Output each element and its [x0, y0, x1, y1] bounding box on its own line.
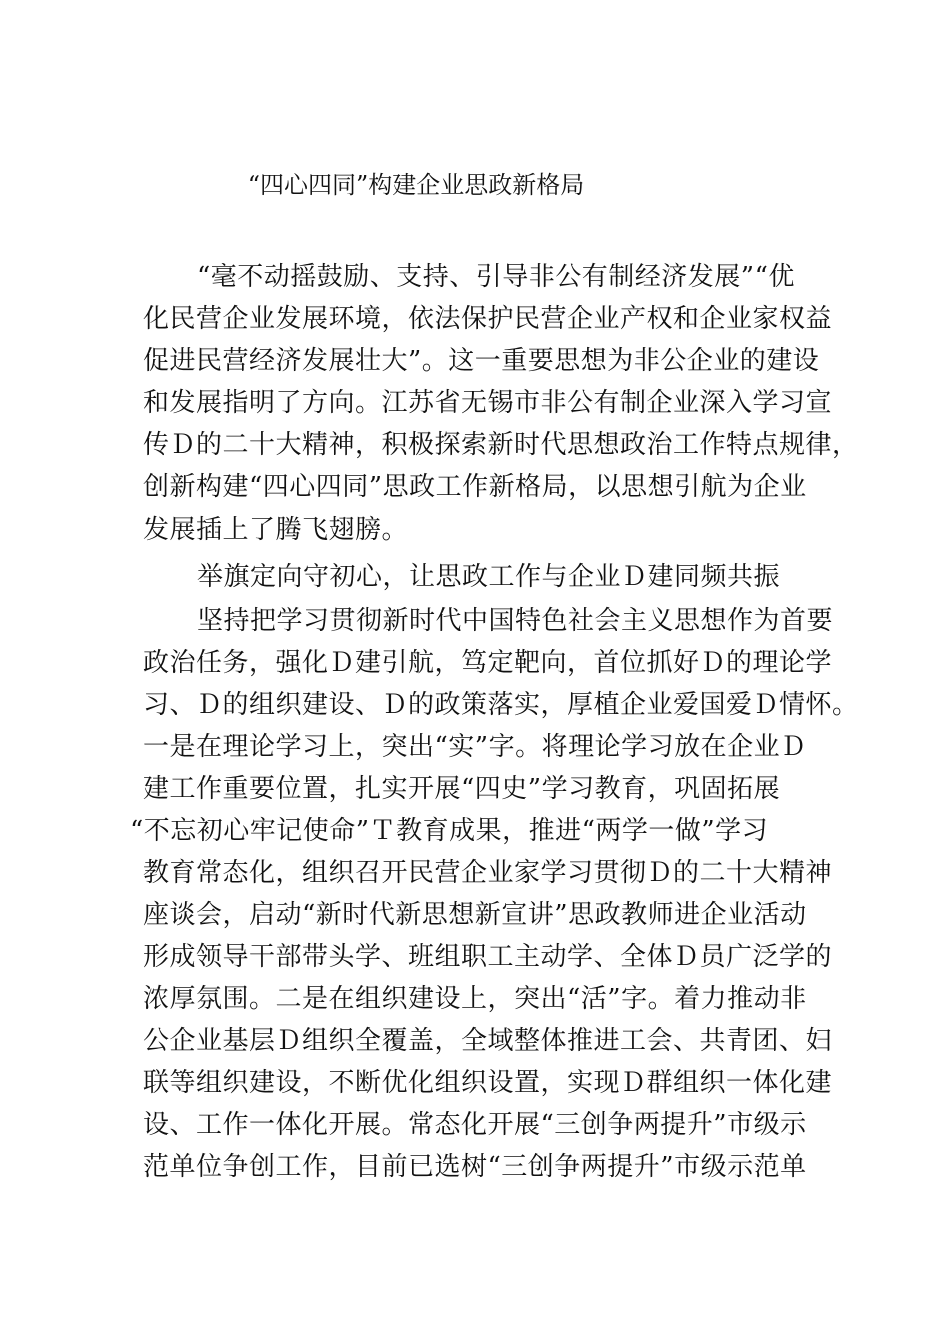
paragraph-line: 范单位争创工作，目前已选树“三创争两提升”市级示范单 [143, 1152, 807, 1182]
paragraph-line: 座谈会，启动“新时代新思想新宣讲”思政教师进企业活动 [143, 900, 807, 930]
paragraph-line: 形成领导干部带头学、班组职工主动学、全体Ｄ员广泛学的 [143, 942, 833, 972]
paragraph-line: 公企业基层Ｄ组织全覆盖，全域整体推进工会、共青团、妇 [143, 1026, 833, 1056]
paragraph-line: 联等组织建设，不断优化组织设置，实现Ｄ群组织一体化建 [143, 1068, 833, 1098]
paragraph-line: 促进民营经济发展壮大”。这一重要思想为非公企业的建设 [143, 346, 820, 376]
paragraph-line: 传Ｄ的二十大精神，积极探索新时代思想政治工作特点规律， [143, 430, 859, 460]
paragraph-line: 习、Ｄ的组织建设、Ｄ的政策落实，厚植企业爱国爱Ｄ情怀。 [143, 690, 859, 720]
paragraph-line: 坚持把学习贯彻新时代中国特色社会主义思想作为首要 [197, 606, 834, 636]
paragraph-line: 浓厚氛围。二是在组织建设上，突出“活”字。着力推动非 [143, 984, 807, 1014]
page-title: “四心四同”构建企业思政新格局 [247, 171, 585, 199]
paragraph-line: 一是在理论学习上，突出“实”字。将理论学习放在企业Ｄ [143, 732, 807, 762]
section-heading: 举旗定向守初心，让思政工作与企业Ｄ建同频共振 [197, 562, 781, 592]
paragraph-line: 发展插上了腾飞翅膀。 [143, 515, 409, 545]
paragraph-line: 建工作重要位置，扎实开展“四史”学习教育，巩固拓展 [143, 774, 781, 804]
paragraph-line: 设、工作一体化开展。常态化开展“三创争两提升”市级示 [143, 1110, 807, 1140]
paragraph-line: 化民营企业发展环境，依法保护民营企业产权和企业家权益 [143, 304, 833, 334]
paragraph-line: 和发展指明了方向。江苏省无锡市非公有制企业深入学习宣 [143, 388, 833, 418]
paragraph-line: 教育常态化，组织召开民营企业家学习贯彻Ｄ的二十大精神 [143, 858, 833, 888]
paragraph-line: “毫不动摇鼓励、支持、引导非公有制经济发展”“优 [197, 262, 795, 292]
paragraph-line: 创新构建“四心四同”思政工作新格局，以思想引航为企业 [143, 472, 807, 502]
paragraph-line: “不忘初心牢记使命”Ｔ教育成果，推进“两学一做”学习 [130, 816, 769, 846]
paragraph-line: 政治任务，强化Ｄ建引航，笃定靶向，首位抓好Ｄ的理论学 [143, 648, 833, 678]
